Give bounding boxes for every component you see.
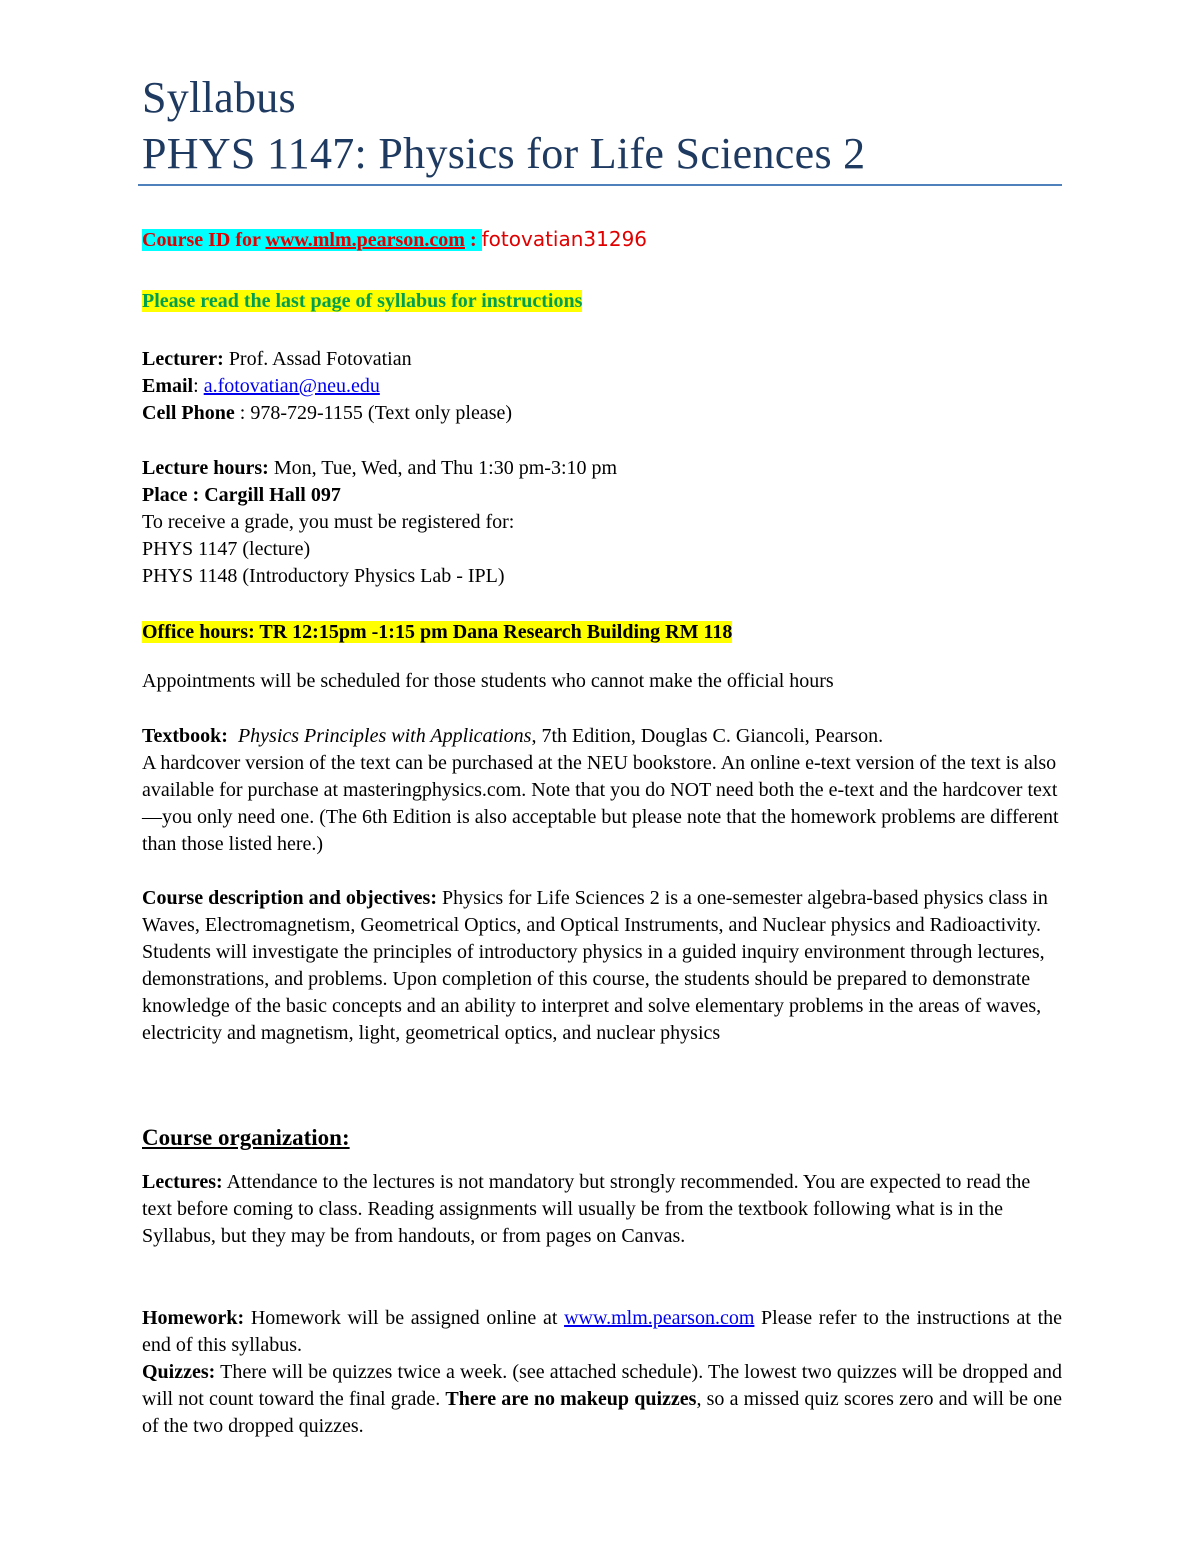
appointments-line: Appointments will be scheduled for those students who cannot make the official hours [142, 670, 834, 692]
email-line [142, 373, 1062, 400]
quizzes-bold-text: There are no makeup quizzes [445, 1388, 697, 1410]
place-line: Place : Cargill Hall 097 [142, 484, 341, 506]
textbook-section [142, 723, 1062, 858]
course-lecture-line: PHYS 1147 (lecture) [142, 538, 311, 560]
textbook-label: Textbook: [142, 725, 228, 747]
lecture-hours-label: Lecture hours: [142, 457, 269, 479]
lecturer-label: Lecturer: [142, 348, 224, 370]
lectures-label: Lectures: [142, 1171, 223, 1193]
textbook-line [142, 723, 1062, 750]
title-line-course: PHYS 1147: Physics for Life Sciences 2 [142, 129, 866, 178]
phone-line [142, 400, 1062, 427]
email-sep: : [193, 375, 204, 397]
course-lab-line: PHYS 1148 (Introductory Physics Lab - IPL) [142, 565, 505, 587]
quizzes-text-2: , so a missed quiz scores zero and will be one of the two dropped quizzes. [142, 1388, 1062, 1437]
description-paragraph [142, 885, 1062, 1047]
course-id-value: fotovatian31296 [481, 227, 648, 251]
title-line-syllabus: Syllabus [142, 73, 296, 122]
notice-line [142, 286, 1062, 316]
email-link[interactable]: a.fotovatian@neu.edu [203, 375, 380, 397]
homework-quizzes-section [142, 1305, 1062, 1440]
quizzes-label: Quizzes: [142, 1361, 216, 1383]
description-section [142, 885, 1062, 1047]
lectures-text: Attendance to the lectures is not mandatory but strongly recommended. You are expected to read the text before coming to class. Reading assignments will usually be from the textbook following what is in the Syllabus, but they may be from handouts, or from pages on Canvas. [142, 1171, 1031, 1247]
course-id-label-highlight [142, 229, 482, 251]
organization-heading-line [142, 1122, 1062, 1155]
description-label: Course description and objectives: [142, 887, 437, 909]
lectures-paragraph [142, 1169, 1062, 1250]
textbook-details: , 7th Edition, Douglas C. Giancoli, Pearson. [531, 725, 884, 747]
course-id-colon: : [464, 229, 482, 251]
textbook-title: Physics Principles with Applications [237, 725, 532, 747]
schedule-section [142, 455, 1062, 590]
phone-value: : 978-729-1155 (Text only please) [234, 402, 513, 424]
lecturer-value: Prof. Assad Fotovatian [223, 348, 412, 370]
textbook-note: A hardcover version of the text can be purchased at the NEU bookstore. An online e-text version of the text is also available for purchase at masteringphysics.com. Note that you do NOT need both the e-text and the hardcover text—you only need one. (The 6th Edition is also acceptable but please note that the homework problems are different than those listed here.) [142, 752, 1059, 855]
office-hours-line [142, 618, 1062, 646]
notice-text: Please read the last page of syllabus for instructions [142, 290, 583, 312]
quizzes-paragraph [142, 1359, 1062, 1440]
contact-section [142, 346, 1062, 427]
homework-text-2: Please refer to the instructions at the end of this syllabus. [142, 1307, 1063, 1356]
quizzes-text-1: There will be quizzes twice a week. (see attached schedule). The lowest two quizzes will be dropped and will not count toward the final grade. [142, 1361, 1062, 1410]
organization-heading: Course organization: [142, 1125, 350, 1150]
homework-paragraph [142, 1305, 1062, 1359]
description-text: Physics for Life Sciences 2 is a one-semester algebra-based physics class in Waves, Electromagnetism, Geometrical Optics, and Optical Instruments, and Nuclear physics and Radioactivity. Students will investigate the principles of introductory physics in a guided inquiry environment through lectures, demonstrations, and problems. Upon completion of this course, the students should be prepared to demonstrate knowledge of the basic concepts and an ability to interpret and solve elementary problems in the areas of waves, electricity and magnetism, light, geometrical optics, and nuclear physics [142, 887, 1048, 1044]
office-hours-text: Office hours: TR 12:15pm -1:15 pm Dana Research Building RM 118 [142, 621, 733, 643]
register-intro: To receive a grade, you must be registered for: [142, 511, 515, 533]
lecturer-line [142, 346, 1062, 373]
course-id-label: Course ID for [142, 229, 266, 251]
homework-link[interactable]: www.mlm.pearson.com [564, 1307, 755, 1329]
document-title [142, 70, 1062, 182]
homework-label: Homework: [142, 1307, 245, 1329]
phone-label: Cell Phone [142, 402, 235, 424]
lectures-section [142, 1169, 1062, 1250]
lecture-hours-line [142, 455, 1062, 482]
course-id-link[interactable]: www.mlm.pearson.com [265, 229, 465, 251]
homework-text-1: Homework will be assigned online at [244, 1307, 565, 1329]
lecture-hours-value: Mon, Tue, Wed, and Thu 1:30 pm-3:10 pm [268, 457, 618, 479]
course-id-line [142, 224, 1062, 255]
email-label: Email [142, 375, 194, 397]
title-underline-rule [138, 184, 1062, 186]
